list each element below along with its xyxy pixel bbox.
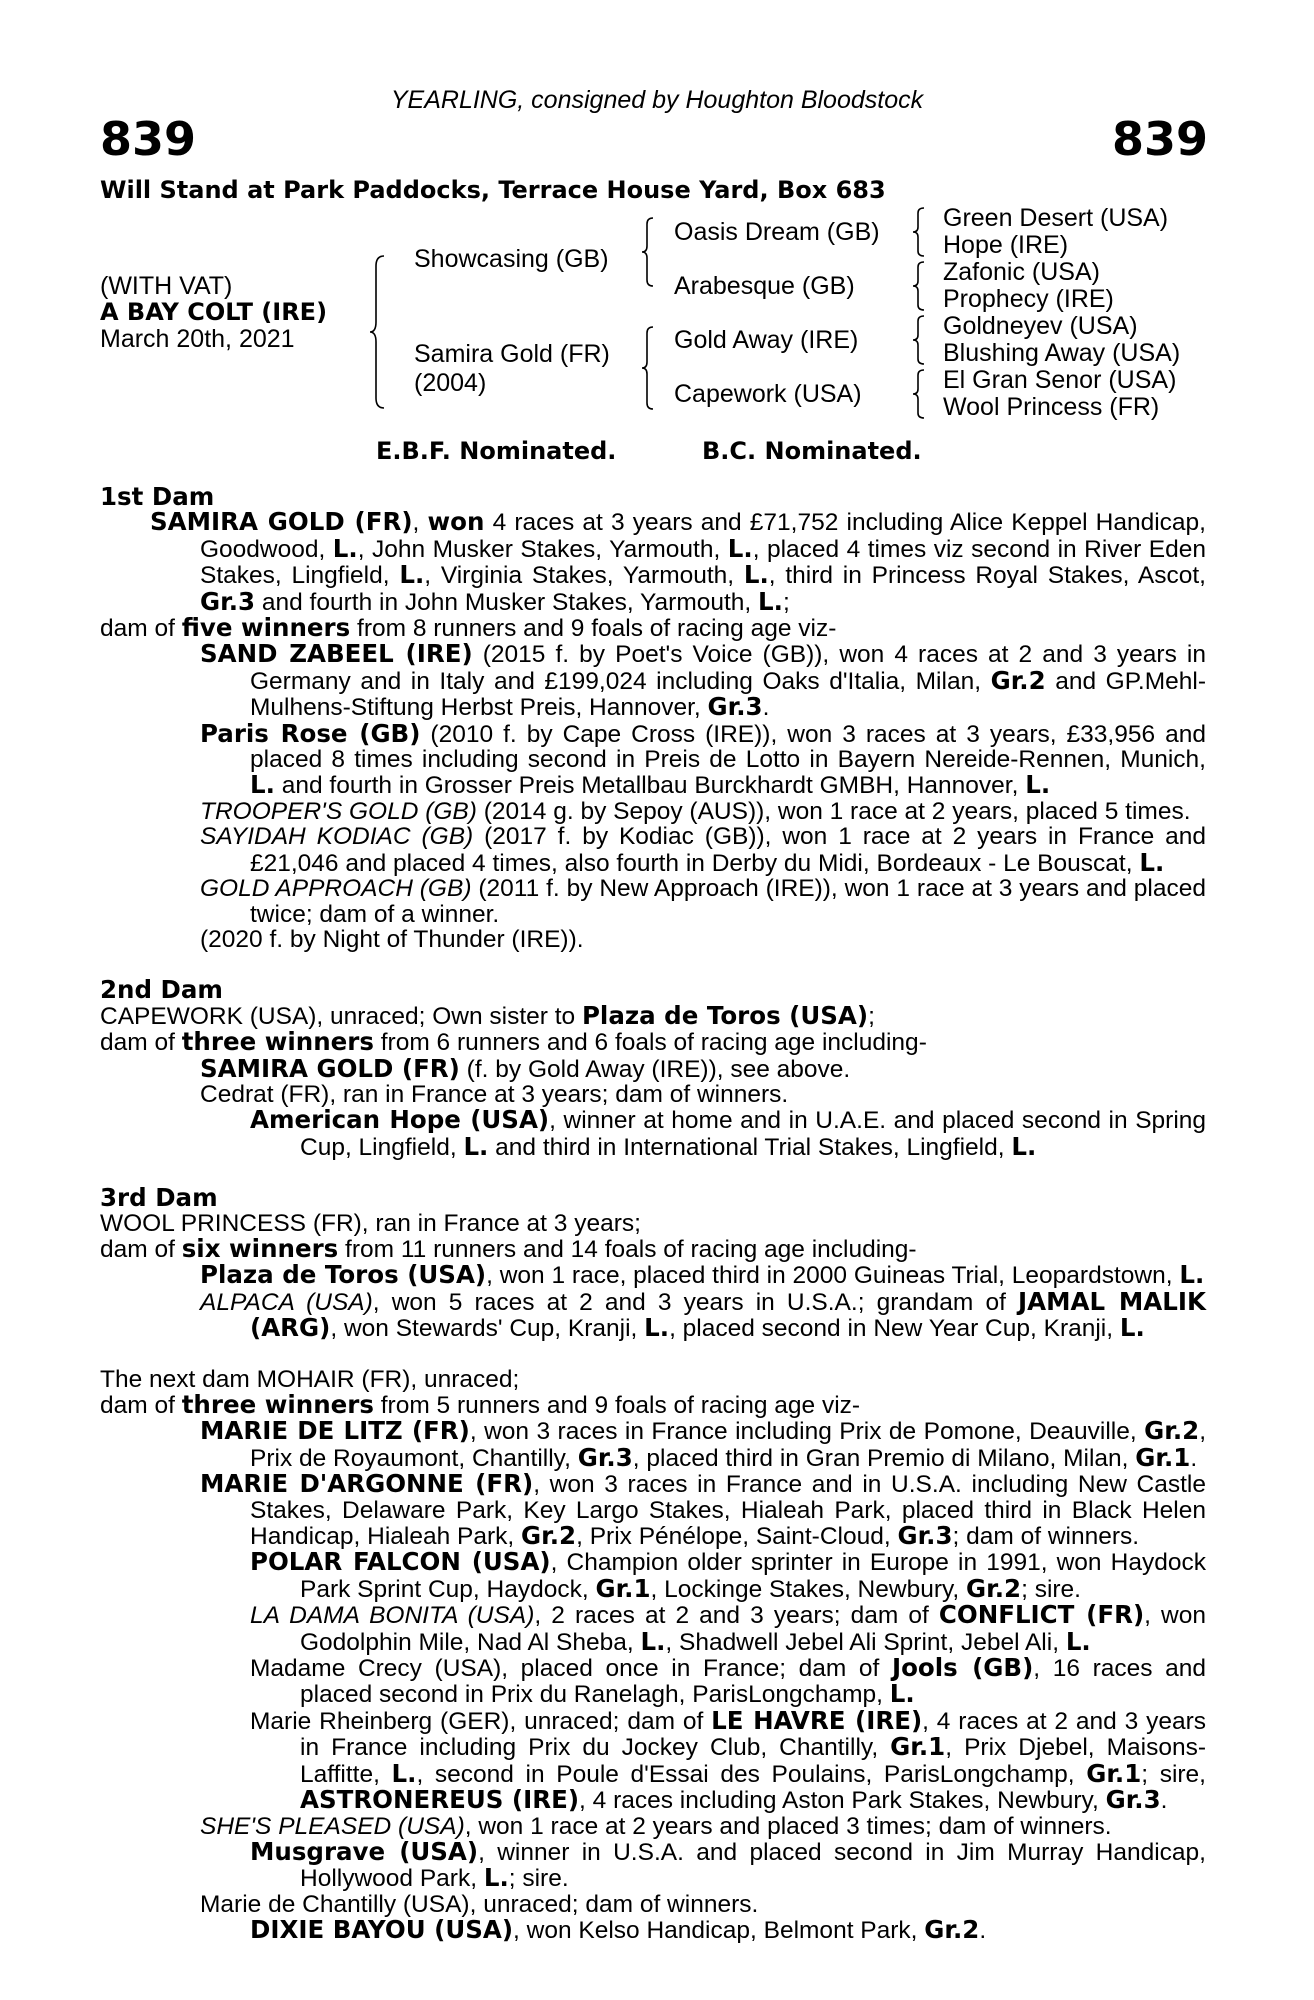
foaling-date: March 20th, 2021: [100, 325, 295, 353]
produce-entry: Musgrave (USA), winner in U.S.A. and placed second in Jim Murray Handicap, Hollywood Park, L.; sire.: [250, 1836, 1206, 1893]
pedigree-brace: [911, 206, 927, 258]
gen3-8: Wool Princess (FR): [943, 393, 1160, 421]
pedigree-brace: [911, 314, 927, 366]
pedigree-brace: [640, 216, 656, 288]
dam-dam: Capework (USA): [674, 380, 862, 408]
bc-nomination: B.C. Nominated.: [702, 437, 922, 465]
produce-entry: TROOPER'S GOLD (GB) (2014 g. by Sepoy (AUS)), won 1 race at 2 years, placed 5 times.: [200, 797, 1191, 825]
produce-entry: GOLD APPROACH (GB) (2011 f. by New Approach (IRE)), won 1 race at 3 years and placed twice; dam of a winner.: [200, 875, 1206, 928]
pedigree-brace: [640, 325, 656, 411]
next-dam-record: The next dam MOHAIR (FR), unraced;: [100, 1365, 520, 1393]
sire: Showcasing (GB): [414, 245, 609, 273]
gen3-1: Green Desert (USA): [943, 204, 1169, 232]
produce-entry: Marie Rheinberg (GER), unraced; dam of LE HAVRE (IRE), 4 races at 2 and 3 years in France including Prix du Jockey Club, Chantilly, Gr.1, Prix Djebel, Maisons-Laffitte, L., second in Poule d'Essai des Poulains, ParisLongchamp, Gr.1; sire, ASTRONEREUS (IRE), 4 races including Aston Park Stakes, Newbury, Gr.3.: [250, 1705, 1206, 1815]
gen3-7: El Gran Senor (USA): [943, 366, 1177, 394]
produce-entry: LA DAMA BONITA (USA), 2 races at 2 and 3 years; dam of CONFLICT (FR), won Godolphin Mile, Nad Al Sheba, L., Shadwell Jebel Ali Sprint, Jebel Ali, L.: [250, 1600, 1207, 1656]
gen3-3: Zafonic (USA): [943, 258, 1100, 286]
produce-entry: Plaza de Toros (USA), won 1 race, placed third in 2000 Guineas Trial, Leopardstown, L.: [200, 1260, 1205, 1290]
produce-entry: MARIE D'ARGONNE (FR), won 3 races in France and in U.S.A. including New Castle Stakes, Delaware Park, Key Largo Stakes, Hialeah Park, placed third in Black Helen Handicap, Hialeah Park, Gr.2, Prix Pénélope, Saint-Cloud, Gr.3; dam of winners.: [200, 1469, 1207, 1551]
produce-entry: SAMIRA GOLD (FR) (f. by Gold Away (IRE)), see above.: [200, 1053, 851, 1083]
gen3-6: Blushing Away (USA): [943, 339, 1181, 367]
produce-entry: Marie de Chantilly (USA), unraced; dam of winners.: [200, 1890, 759, 1918]
dam-year: (2004): [414, 369, 487, 397]
dam: Samira Gold (FR): [414, 340, 610, 368]
lot-number-left: 839: [100, 112, 197, 166]
produce-entry: Madame Crecy (USA), placed once in France; dam of Jools (GB), 16 races and placed second in Prix du Ranelagh, ParisLongchamp, L.: [250, 1653, 1207, 1709]
produce-entry: Paris Rose (GB) (2010 f. by Cape Cross (IRE)), won 3 races at 3 years, £33,956 and placed 8 times including second in Preis de Lotto in Bayern Nereide-Rennen, Munich, L. and fourth in Grosser Preis Metallbau Burckhardt GMBH, Hannover, L.: [200, 718, 1206, 800]
produce-entry: (2020 f. by Night of Thunder (IRE)).: [200, 925, 584, 953]
sire-dam: Arabesque (GB): [674, 272, 855, 300]
produce-entry: American Hope (USA), winner at home and in U.A.E. and placed second in Spring Cup, Lingfield, L. and third in International Trial Stakes, Lingfield, L.: [250, 1105, 1207, 1161]
produce-summary: dam of three winners from 5 runners and 9 foals of racing age viz-: [100, 1390, 861, 1419]
pedigree-brace: [911, 368, 927, 420]
produce-entry: DIXIE BAYOU (USA), won Kelso Handicap, Belmont Park, Gr.2.: [250, 1915, 987, 1945]
produce-entry: POLAR FALCON (USA), Champion older sprinter in Europe in 1991, won Haydock Park Sprint Cup, Haydock, Gr.1, Lockinge Stakes, Newbury, Gr.2; sire.: [250, 1547, 1206, 1603]
produce-entry: SAND ZABEEL (IRE) (2015 f. by Poet's Voice (GB)), won 4 races at 2 and 3 years in Germany and in Italy and £199,024 including Oaks d'Italia, Milan, Gr.2 and GP.Mehl-Mulhens-Stiftung Herbst Preis, Hannover, Gr.3.: [200, 639, 1206, 722]
vat-note: (WITH VAT): [100, 272, 233, 300]
produce-entry: SHE'S PLEASED (USA), won 1 race at 2 years and placed 3 times; dam of winners.: [200, 1812, 1112, 1840]
produce-summary: dam of five winners from 8 runners and 9 foals of racing age viz-: [100, 613, 837, 643]
gen3-5: Goldneyev (USA): [943, 312, 1138, 340]
horse-name: A BAY COLT (IRE): [100, 298, 328, 326]
section-heading: 2nd Dam: [100, 975, 223, 1005]
gen3-4: Prophecy (IRE): [943, 285, 1114, 313]
produce-summary: dam of three winners from 6 runners and 6 foals of racing age including-: [100, 1027, 927, 1057]
dam-sire: Gold Away (IRE): [674, 326, 859, 354]
produce-entry: ALPACA (USA), won 5 races at 2 and 3 years in U.S.A.; grandam of JAMAL MALIK (ARG), won Stewards' Cup, Kranji, L., placed second in New Year Cup, Kranji, L.: [200, 1286, 1206, 1343]
lot-number-right: 839: [1111, 112, 1208, 166]
stand-location: Will Stand at Park Paddocks, Terrace House Yard, Box 683: [100, 176, 886, 204]
pedigree-brace: [368, 254, 388, 410]
gen3-2: Hope (IRE): [943, 231, 1069, 259]
sire-sire: Oasis Dream (GB): [674, 218, 880, 246]
third-dam-record: WOOL PRINCESS (FR), ran in France at 3 years;: [100, 1209, 641, 1237]
produce-entry: MARIE DE LITZ (FR), won 3 races in France including Prix de Pomone, Deauville, Gr.2, Prix de Royaumont, Chantilly, Gr.3, placed third in Gran Premio di Milano, Milan, Gr.1.: [200, 1416, 1207, 1472]
produce-entry: SAYIDAH KODIAC (GB) (2017 f. by Kodiac (GB)), won 1 race at 2 years in France and £21,046 and placed 4 times, also fourth in Derby du Midi, Bordeaux - Le Bouscat, L.: [200, 823, 1206, 877]
ebf-nomination: E.B.F. Nominated.: [376, 437, 617, 465]
catalogue-body: [100, 484, 1206, 1944]
dam-record: SAMIRA GOLD (FR), won 4 races at 3 years and £71,752 including Alice Keppel Handicap, Goodwood, L., John Musker Stakes, Yarmouth, L., placed 4 times viz second in River Eden Stakes, Lingfield, L., Virginia Stakes, Yarmouth, L., third in Princess Royal Stakes, Ascot, Gr.3 and fourth in John Musker Stakes, Yarmouth, L.;: [150, 507, 1206, 616]
section-heading: 3rd Dam: [100, 1183, 218, 1213]
second-dam-record: CAPEWORK (USA), unraced; Own sister to Plaza de Toros (USA);: [100, 1000, 875, 1030]
section-heading: 1st Dam: [100, 482, 215, 511]
page-header: YEARLING, consigned by Houghton Bloodstock: [390, 86, 924, 114]
produce-entry: Cedrat (FR), ran in France at 3 years; dam of winners.: [200, 1080, 789, 1108]
pedigree-brace: [911, 260, 927, 312]
produce-summary: dam of six winners from 11 runners and 14 foals of racing age including-: [100, 1233, 917, 1263]
